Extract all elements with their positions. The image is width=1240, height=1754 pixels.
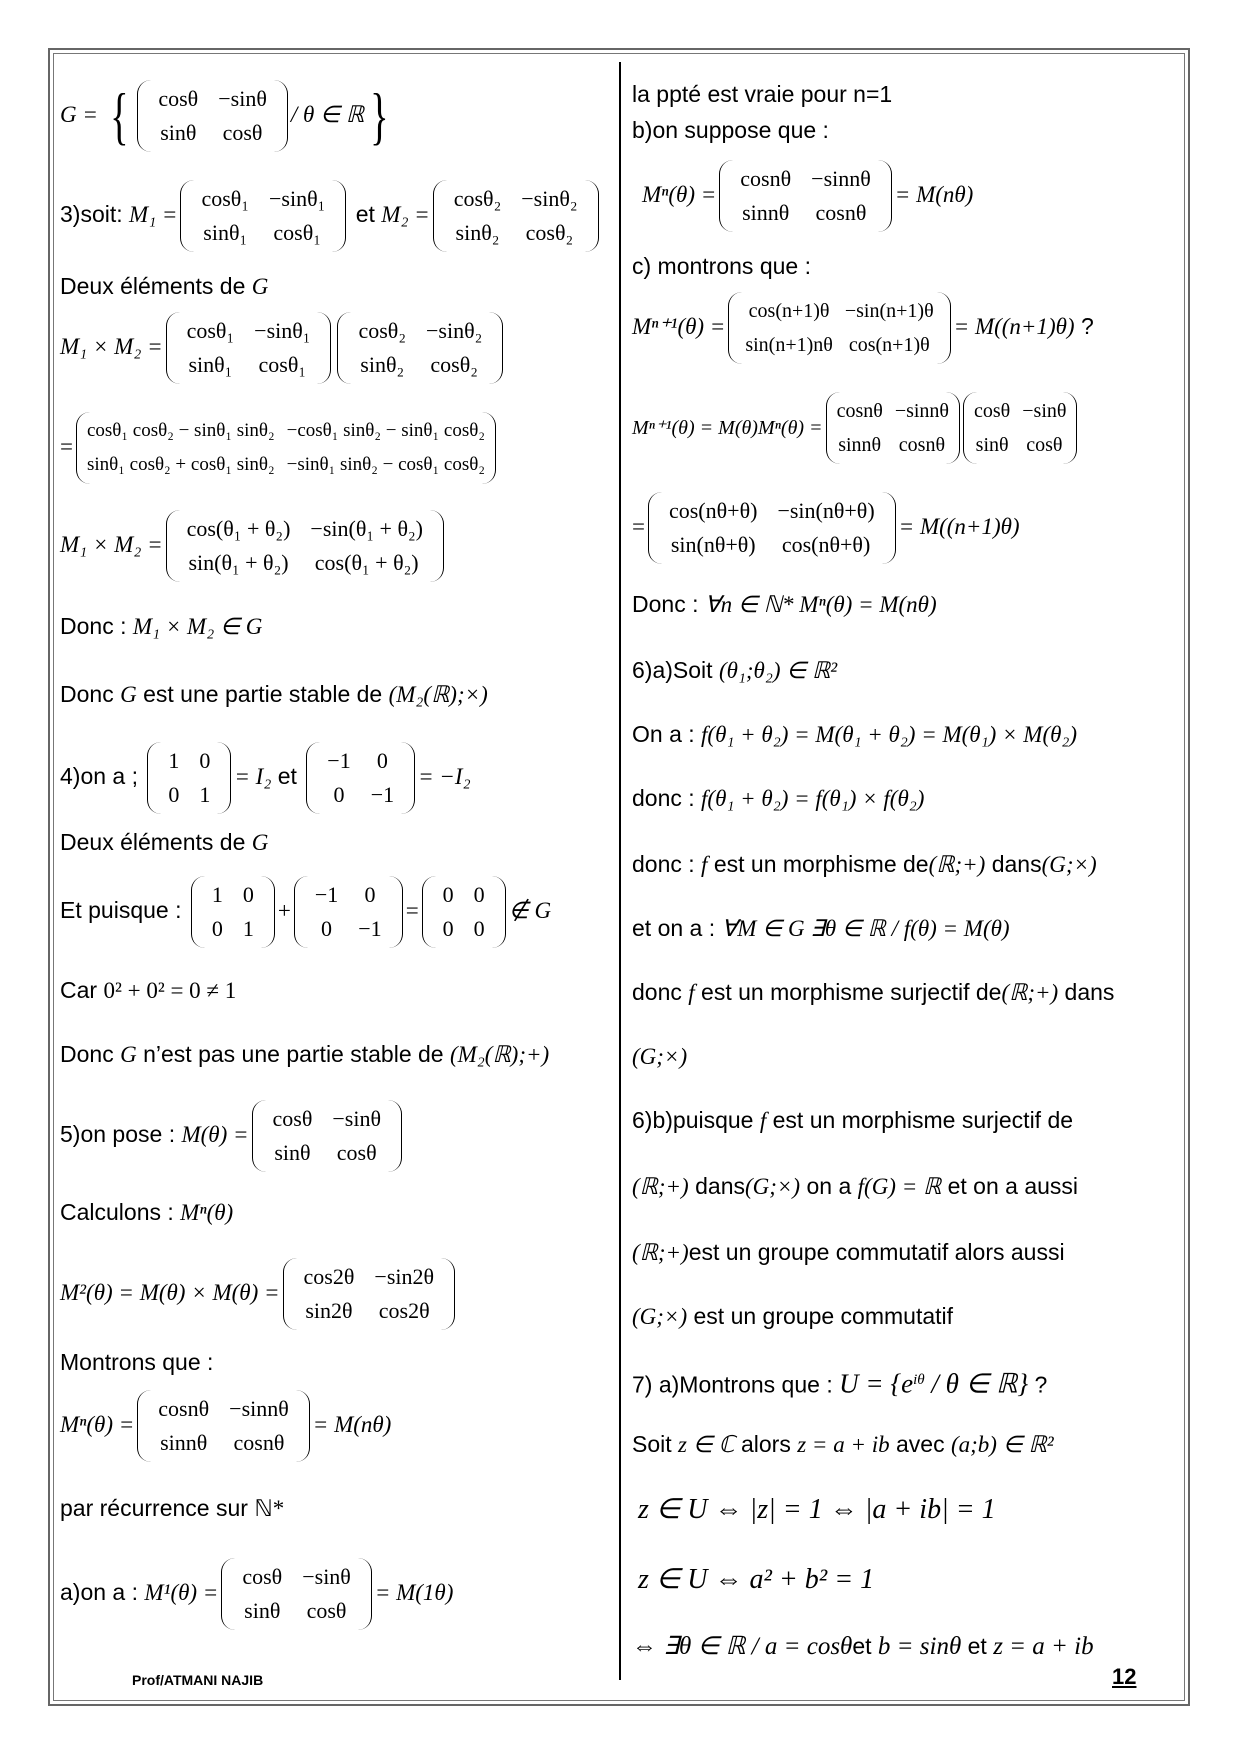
matrix-cell: 1 [199,782,211,807]
math: = M((n+1)θ) [898,514,1020,540]
et-puisque [60,876,551,948]
matrix-cell: cos(nθ+θ) [781,532,871,557]
text: dans [985,851,1042,877]
matrix-cell: cosnθ [158,1396,210,1421]
f-symbol: f [701,852,708,877]
matrix-m-theta [963,392,1077,464]
math: / θ ∈ ℝ} [924,1368,1029,1399]
math: U = {e [839,1368,914,1399]
math: 0² + 0² = 0 ≠ 1 [103,978,237,1003]
q6b-continued [632,1172,1078,1201]
matrix-cell: −sinθ₁ sinθ₂ − cosθ₁ cosθ₂ [286,454,485,475]
text: c) montrons que : [632,253,811,279]
matrix-cell: cos(n+1)θ [848,334,930,356]
math: (ℝ;+) [632,1240,689,1265]
math: b = sinθ [877,1633,962,1660]
a-on-a [60,1558,453,1630]
matrix-cell: 1 [211,882,223,907]
matrix-cell: 0 [473,916,485,941]
text: est un morphisme de [707,851,929,877]
matrix-cell: −sinθ [302,1564,351,1589]
on-suppose [632,116,829,144]
matrix-cell: −sinθ₁ [269,186,326,211]
matrix-cell: sinnθ [742,200,790,225]
math: Mⁿ(θ) = [642,182,717,208]
matrix-sum [166,510,444,582]
plus: + [277,898,291,924]
text: la ppté est vraie pour n=1 [632,81,893,107]
matrix-cell: −sinnθ [894,400,950,422]
matrix-cell: cosθ₁ [258,352,307,377]
math: = −I₂ [418,764,471,790]
matrix-cell: cosθ [974,400,1011,422]
math: z ∈ U ⇔ |z| = 1 ⇔ |a + ib| = 1 [638,1494,996,1525]
text: Donc [60,681,121,707]
g-times-1 [632,1042,687,1071]
math: = M(nθ) [312,1412,392,1438]
math: Mⁿ(θ) = [60,1412,135,1438]
q3-label: 3)soit: [60,201,130,228]
text: Montrons que : [60,1349,214,1375]
matrix-cell: −sinθ₂ [426,318,483,343]
text: et [852,1633,878,1659]
matrix-m2theta [283,1258,456,1330]
calculons [60,1198,233,1227]
text: donc : [632,851,702,877]
matrix-cell: sinθ₁ cosθ₂ + cosθ₁ sinθ₂ [86,454,275,475]
matrix-m1theta [221,1558,372,1630]
recurrence [60,1494,284,1523]
m1-label: M₁ = [129,202,178,228]
math: f(θ₁ + θ₂) = f(θ₁) × f(θ₂) [701,786,925,811]
matrix-cell: sin(θ₁ + θ₂) [188,550,289,575]
g-symbol: G [251,830,269,855]
soit-z [632,1430,1054,1459]
math: M²(θ) = M(θ) × M(θ) = [60,1280,280,1306]
m2-label: M₂ = [381,202,430,228]
donc-f-product [632,784,924,813]
set-g-condition: / θ ∈ ℝ [290,102,365,128]
matrix-cell: 0 [211,916,223,941]
matrix-cell: cosθ [222,120,263,145]
g-symbol: G [120,682,137,707]
matrix-cell: 0 [321,916,333,941]
z-in-u-2 [638,1566,874,1594]
matrix-cell: cosnθ [836,400,883,422]
matrix-cell: sinθ [244,1598,281,1623]
text: on a [800,1173,858,1199]
text: Donc [60,1041,121,1067]
matrix-cell: −sinnθ [229,1396,289,1421]
math: = M(1θ) [374,1580,454,1606]
math: f(G) = ℝ [857,1174,942,1199]
et-text: et [349,201,382,228]
math: (M₂(ℝ);×) [388,682,488,707]
ppte-line [632,80,892,108]
text: Soit [632,1431,679,1457]
equals: = [405,898,419,924]
text: n’est pas une partie stable de [136,1041,450,1067]
matrix-cell: cos(θ₁ + θ₂) [186,516,291,541]
matrix-cell: cosθ [272,1106,313,1131]
matrix-cell: sin(nθ+θ) [670,532,756,557]
matrix-cell: cosθ₂ [358,318,406,343]
matrix-cell: cosθ₁ [273,220,321,245]
matrix-cell: −sin(nθ+θ) [777,498,875,523]
matrix-cell: 0 [333,782,345,807]
donc-3 [60,1040,549,1069]
matrix-cell: cosnθ [815,200,867,225]
matrix-sum [648,492,896,564]
matrix-expanded [76,412,496,484]
matrix-cell: cos(n+1)θ [748,300,830,322]
math: (ℝ;+) [1001,980,1059,1005]
math: = M((n+1)θ) [953,314,1075,340]
matrix-cell: −1 [370,782,395,807]
text: est une partie stable de [136,681,389,707]
math: (G;×) [632,1304,688,1329]
matrix-cell: 0 [199,748,211,773]
mn-claim [60,1390,391,1462]
matrix-cell: −sin(n+1)θ [844,300,934,322]
page-number: 12 [1112,1664,1137,1689]
equals: = [632,514,645,540]
matrix-cell: 0 [364,882,376,907]
matrix-cell: 0 [442,882,454,907]
text: 7) a)Montrons que : [632,1371,840,1398]
math: (G;×) [632,1044,688,1069]
left-brace: { [109,80,129,151]
matrix-cell: sinθ₂ [360,352,405,377]
matrix-cell: cosθ [336,1140,377,1165]
matrix-cell: 0 [473,882,485,907]
matrix-identity [191,876,275,948]
question-4 [60,742,471,814]
deux-elements-1 [60,272,268,301]
matrix-m-theta [252,1100,403,1172]
f-symbol: f [759,1108,767,1133]
matrix-m1 [180,180,346,252]
matrix-cell: cosθ₁ [201,186,250,211]
math: (M₂(ℝ);+) [449,1042,550,1067]
matrix-cell: 0 [442,916,454,941]
question-6a [632,656,837,685]
text: b)on suppose que : [632,117,829,143]
math: M¹(θ) = [144,1580,219,1606]
matrix-cell: 0 [376,748,388,773]
donc-surjectif [632,978,1114,1007]
math: M₁ × M₂ ∈ G [132,614,263,639]
matrix-cell: cosθ₂ [430,352,478,377]
column-divider [619,62,621,1680]
text: est un groupe commutatif [687,1303,954,1329]
matrix-cell: sinθ [975,434,1009,456]
montrons-que [60,1348,213,1376]
matrix-cell: cos2θ [303,1264,355,1289]
matrix-cell: −sinnθ [811,166,871,191]
product-expanded [60,412,499,484]
matrix-neg-identity [294,876,403,948]
text: Car [60,977,104,1003]
matrix-cell: cosθ₂ [453,186,502,211]
matrix-cell: cosθ₂ [525,220,574,245]
question-mark: ? [1074,313,1094,340]
matrix-cell: cosθ [306,1598,347,1623]
math: ⇔ ∃θ ∈ ℝ / a = cosθ [632,1633,853,1660]
mn1-result [632,492,1020,564]
math: (G;×) [744,1174,801,1199]
math: (G;×) [1041,852,1097,877]
matrix-cell: 0 [168,782,180,807]
math: Mⁿ⁺¹(θ) = [632,314,726,340]
math: (ℝ;+) [928,852,986,877]
text: est un groupe commutatif alors aussi [688,1239,1065,1265]
text: et on a : [632,915,722,941]
equals: = [60,434,73,460]
matrix-cell: −sinθ₂ [521,186,578,211]
matrix-cell: sinθ [274,1140,311,1165]
hypothesis-mn [642,160,973,232]
matrix-cell: sinθ₂ [455,220,500,245]
matrix-cell: 0 [242,882,254,907]
matrix-cell: −sinθ [218,86,267,111]
product-label: M₁ × M₂ = [60,334,163,360]
matrix-cell: cos(nθ+θ) [668,498,758,523]
math: z = a + ib [993,1633,1094,1660]
donc-morphisme [632,850,1097,879]
math: = M(nθ) [894,182,974,208]
set-g-label: G = [60,102,104,128]
product-result [60,510,447,582]
text: donc [632,979,689,1005]
text: et [271,763,304,790]
math: (a;b) ∈ ℝ² [950,1432,1054,1457]
matrix-cell: cos2θ [378,1298,430,1323]
matrix-cell: 1 [242,916,254,941]
matrix-m2 [337,312,503,384]
et-on-a [632,914,1010,943]
text: Deux éléments de [60,273,252,299]
matrix-cell: −sinθ [332,1106,382,1131]
math: ℕ* [254,1496,285,1521]
matrix-cell: cos(θ₁ + θ₂) [314,550,419,575]
math: z ∈ ℂ [678,1432,735,1457]
text: et on a aussi [941,1173,1079,1199]
donc-2 [60,680,488,709]
matrix-cell: sinnθ [838,434,882,456]
text: Donc : [60,613,133,639]
on-a-f [632,720,1077,749]
text: Donc : [632,591,705,617]
mn1-product [632,392,1080,464]
matrix-cell: cosθ₁ [186,318,235,343]
text: On a : [632,721,702,747]
text: 6)a)Soit [632,657,719,683]
matrix-cell: sin2θ [305,1298,353,1323]
matrix-mn1 [728,292,950,364]
matrix-m2 [433,180,599,252]
math: Mⁿ⁺¹(θ) = M(θ)Mⁿ(θ) = [632,417,823,440]
product-label: M₁ × M₂ = [60,532,163,558]
question-7a [632,1366,1047,1399]
deux-elements-2 [60,828,268,857]
question-6b [632,1106,1073,1135]
matrix-cell: −sinθ₁ [254,318,311,343]
equivalence-last [632,1632,1094,1661]
matrix-cell: −1 [327,748,351,773]
footer-author: Prof/ATMANI NAJIB [132,1672,264,1688]
matrix-cell: cosθ [158,86,199,111]
r-commutatif [632,1238,1065,1267]
matrix-cell: cosθ [1026,434,1063,456]
text: avec [889,1431,951,1457]
matrix-cell: sinθ₁ [188,352,233,377]
text: dans [688,1173,745,1199]
matrix-cell: −1 [314,882,339,907]
matrix-cell: −1 [358,916,382,941]
mn1-claim [632,292,1094,364]
math: = I₂ [234,764,272,790]
math: ∀n ∈ ℕ* Mⁿ(θ) = M(nθ) [704,592,937,617]
text: est un morphisme surjectif de [766,1107,1074,1133]
math: M(θ) = [181,1122,249,1148]
text: Deux éléments de [60,829,252,855]
car-line [60,976,236,1005]
f-symbol: f [688,980,695,1005]
matrix-cell: cosnθ [233,1430,285,1455]
matrix-mn [137,1390,310,1462]
right-brace: } [370,80,389,151]
z-in-u-1 [638,1496,996,1524]
text: et [961,1633,994,1659]
question-mark: ? [1028,1371,1048,1398]
question-3 [60,180,602,252]
matrix-cell: cosnθ [740,166,792,191]
matrix-mn [719,160,892,232]
math: (θ₁;θ₂) ∈ ℝ² [718,658,838,683]
matrix-cell: 1 [168,748,180,773]
matrix-cell: cosθ [242,1564,283,1589]
matrix-cell: cosθ₁ cosθ₂ − sinθ₁ sinθ₂ [86,420,275,441]
matrix-cell: −sin2θ [374,1264,435,1289]
matrix-m1 [166,312,332,384]
math: ∉ G [508,898,552,924]
math: (ℝ;+) [632,1174,689,1199]
math: f(θ₁ + θ₂) = M(θ₁ + θ₂) = M(θ₁) × M(θ₂) [701,722,1078,747]
text: donc : [632,785,702,811]
product-m1-m2 [60,312,506,384]
g-symbol: G [251,274,269,299]
text: alors [734,1431,798,1457]
donc-1 [60,612,262,641]
set-g-definition [60,80,395,152]
question-5 [60,1100,405,1172]
math: z = a + ib [797,1432,890,1457]
math: z ∈ U ⇔ a² + b² = 1 [638,1564,875,1595]
text: 5)on pose : [60,1121,182,1148]
c-montrons [632,252,811,280]
matrix-cell: sinθ₁ [203,220,248,245]
matrix-identity [147,742,231,814]
matrix-g [137,80,288,152]
text: dans [1058,979,1115,1005]
text: a)on a : [60,1579,145,1606]
text: est un morphisme surjectif de [694,979,1002,1005]
m-squared [60,1258,458,1330]
math: Mⁿ(θ) [180,1200,234,1225]
matrix-cell: sinθ [160,120,197,145]
text: Calculons : [60,1199,181,1225]
g-symbol: G [120,1042,137,1067]
matrix-cell: cosnθ [898,434,946,456]
math-exponent: iθ [913,1372,925,1388]
text: Et puisque : [60,897,188,924]
math: ∀M ∈ G ∃θ ∈ ℝ / f(θ) = M(θ) [721,916,1010,941]
text: 6)b)puisque [632,1107,760,1133]
g-commutatif [632,1302,953,1331]
text: par récurrence sur [60,1495,255,1521]
donc-conclusion [632,590,937,619]
matrix-cell: −sinθ [1022,400,1067,422]
text: 4)on a ; [60,763,145,790]
matrix-cell: sinnθ [160,1430,208,1455]
matrix-cell: −sin(θ₁ + θ₂) [310,516,423,541]
matrix-zero [422,876,506,948]
matrix-neg-identity [306,742,415,814]
matrix-cell: −cosθ₁ sinθ₂ − sinθ₁ cosθ₂ [286,420,485,441]
matrix-mn [826,392,960,464]
matrix-cell: sin(n+1)nθ [745,334,833,356]
